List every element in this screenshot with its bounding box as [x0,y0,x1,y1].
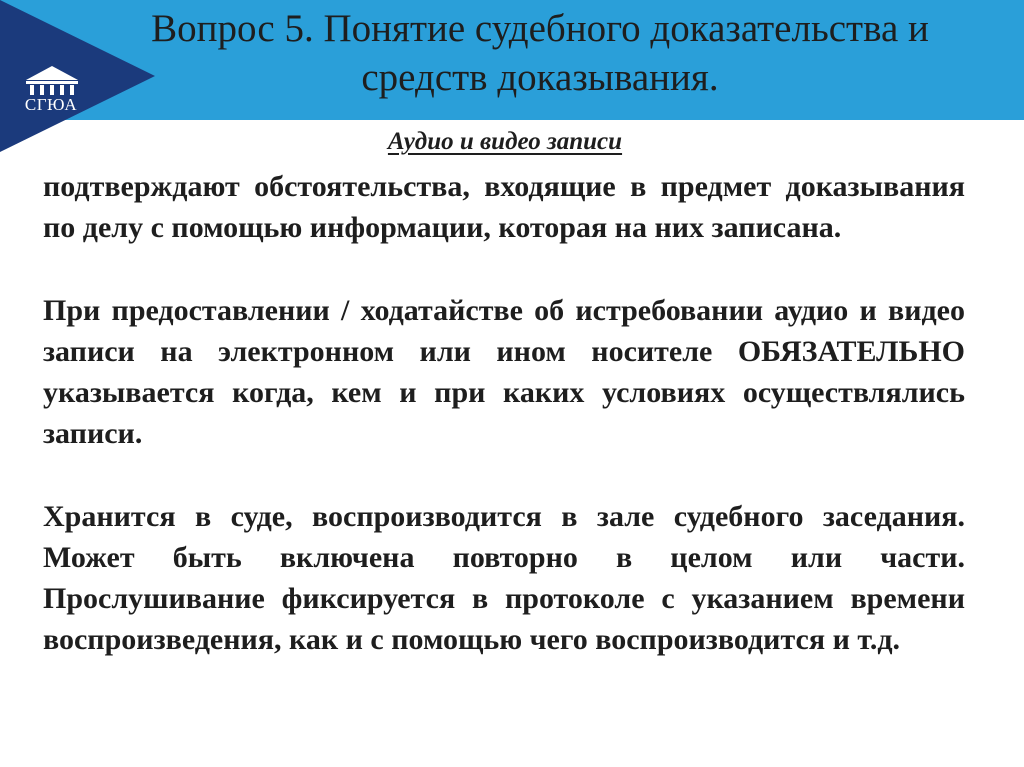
building-columns-icon [18,64,86,124]
page-title: Вопрос 5. Понятие судебного доказательства и средств доказывания. [151,7,929,99]
section-subtitle [0,127,1010,157]
section-subtitle-text: Аудио и видео записи [387,128,623,155]
paragraph-requirements: При предоставлении / ходатайстве об истребовании аудио и видео записи на электронном или ином носителе ОБЯЗАТЕЛЬНО указывается когда, кем и при каких условиях осуществлялись записи. [43,294,965,450]
paragraph-definition: подтверждают обстоятельства, входящие в предмет доказывания по делу с помощью информации, которая на них записана. [43,170,965,244]
content-body [43,166,965,660]
logo-text: СГЮА [24,95,78,114]
paragraph-storage: Хранится в суде, воспроизводится в зале судебного заседания. Может быть включена повторно в целом или части. Прослушивание фиксируется в протоколе с указанием времени воспроизведения, как и с помощью чего воспроизводится и т.д. [43,500,965,656]
